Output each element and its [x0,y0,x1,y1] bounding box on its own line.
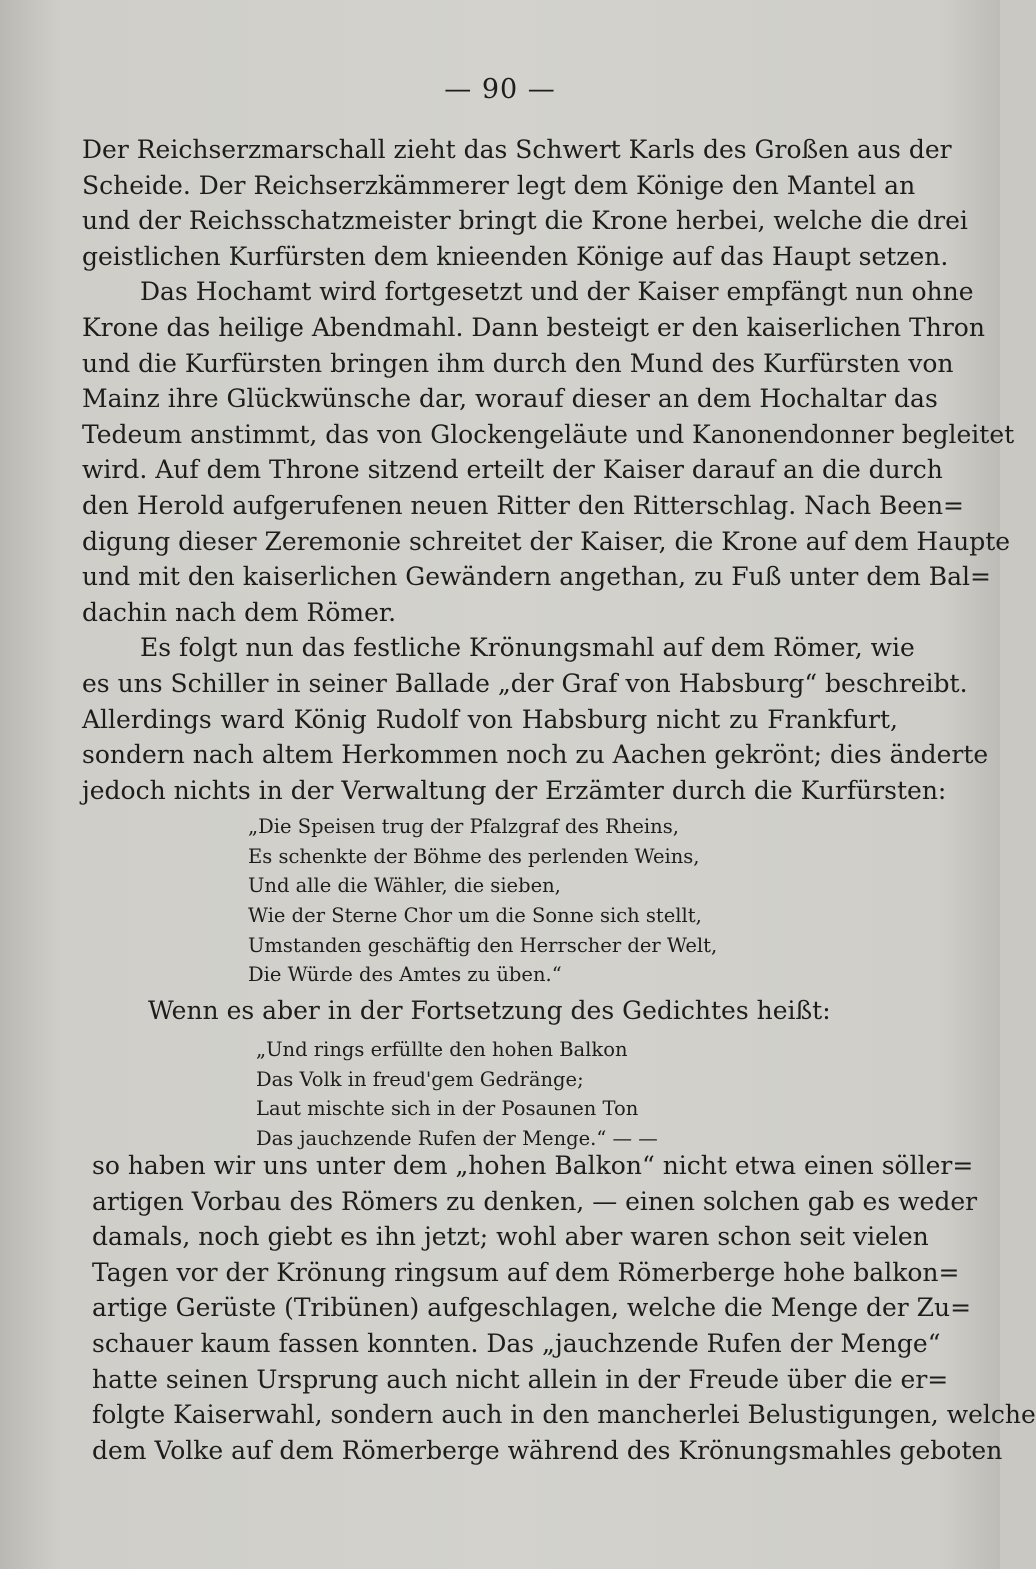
main-text-upper [82,132,1015,808]
verse-line: „Und rings erfüllte den hohen Balkon [256,1038,628,1061]
text-line: wird. Auf dem Throne sitzend erteilt der Kaiser darauf an die durch [82,455,943,485]
text-line: jedoch nichts in der Verwaltung der Erzämter durch die Kurfürsten: [82,775,947,805]
text-line: Es folgt nun das festliche Krönungsmahl auf dem Römer, wie [140,633,915,663]
page-number: — 90 — [444,74,556,105]
text-line: sondern nach altem Herkommen noch zu Aachen gekrönt; dies änderte [82,740,989,770]
text-line: artige Gerüste (Tribünen) aufgeschlagen, welche die Menge der Zu= [92,1293,972,1323]
text-line: Mainz ihre Glückwünsche dar, worauf dieser an dem Hochaltar das [82,384,938,414]
poem-quote-2 [256,1035,876,1154]
text-line: so haben wir uns unter dem „hohen Balkon“ nicht etwa einen söller= [92,1151,974,1180]
text-line: und der Reichsschatzmeister bringt die Krone herbei, welche die drei [82,206,968,236]
verse-line: Laut mischte sich in der Posaunen Ton [256,1097,639,1121]
verse-line: Umstanden geschäftig den Herrscher der Welt, [248,933,718,957]
main-text-lower [92,1148,1036,1468]
text-line: dem Volke auf dem Römerberge während des Krönungsmahles geboten [92,1435,1003,1465]
text-line: Allerdings ward König Rudolf von Habsburg nicht zu Frankfurt, [82,704,898,734]
text-line: geistlichen Kurfürsten dem knieenden Könige auf das Haupt setzen. [82,241,949,271]
text-line: hatte seinen Ursprung auch nicht allein in der Freude über die er= [92,1364,949,1394]
text-line: schauer kaum fassen konnten. Das „jauchzende Rufen der Menge“ [92,1328,941,1358]
poem-quote-1 [248,812,868,990]
verse-line: Die Würde des Amtes zu üben.“ [248,963,562,987]
text-line: Tedeum anstimmt, das von Glockengeläute und Kanonendonner begleitet [82,419,1015,449]
text-line: Das Hochamt wird fortgesetzt und der Kaiser empfängt nun ohne [140,277,974,307]
text-line: artigen Vorbau des Römers zu denken, — einen solchen gab es weder [92,1186,978,1216]
text-line: und die Kurfürsten bringen ihm durch den Mund des Kurfürsten von [82,348,954,378]
text-line: Der Reichserzmarschall zieht das Schwert Karls des Großen aus der [82,135,952,164]
text-line: Tagen vor der Krönung ringsum auf dem Römerberge hohe balkon= [92,1257,960,1287]
text-line: den Herold aufgerufenen neuen Ritter den Ritterschlag. Nach Been= [82,490,965,520]
text-line: und mit den kaiserlichen Gewändern angethan, zu Fuß unter dem Bal= [82,562,991,592]
verse-line: Und alle die Wähler, die sieben, [248,874,561,898]
verse-line: Das Volk in freud'gem Gedränge; [256,1067,584,1091]
connector-sentence: Wenn es aber in der Fortsetzung des Gedichtes heißt: [148,996,831,1025]
verse-line: „Die Speisen trug der Pfalzgraf des Rheins, [248,815,679,838]
text-line: folgte Kaiserwahl, sondern auch in den mancherlei Belustigungen, welche [92,1400,1036,1430]
text-line: damals, noch giebt es ihn jetzt; wohl aber waren schon seit vielen [92,1222,929,1252]
verse-line: Wie der Sterne Chor um die Sonne sich stellt, [248,904,702,928]
text-line: Scheide. Der Reichserzkämmerer legt dem Könige den Mantel an [82,170,916,200]
verse-line: Das jauchzende Rufen der Menge.“ — — [256,1127,658,1151]
text-line: digung dieser Zeremonie schreitet der Kaiser, die Krone auf dem Haupte [82,526,1011,556]
text-line: dachin nach dem Römer. [82,597,397,627]
text-line: Krone das heilige Abendmahl. Dann besteigt er den kaiserlichen Thron [82,312,985,342]
text-line: es uns Schiller in seiner Ballade „der Graf von Habsburg“ beschreibt. [82,668,968,698]
verse-line: Es schenkte der Böhme des perlenden Weins, [248,844,700,868]
